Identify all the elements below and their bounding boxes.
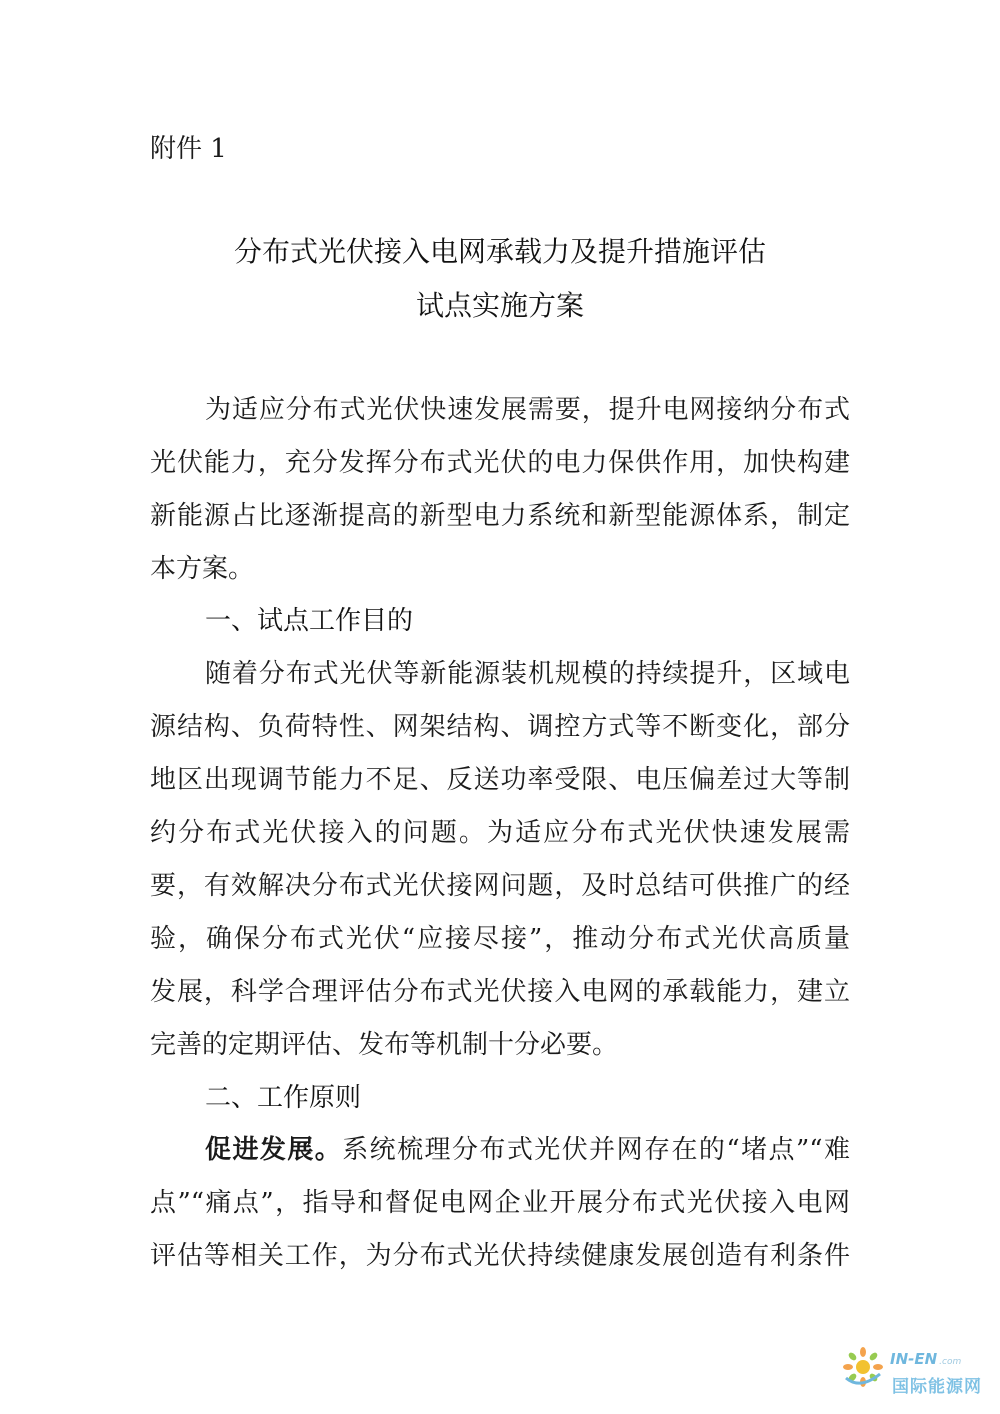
- principle-title: 促进发展。: [205, 1135, 343, 1165]
- sun-flower-icon: [840, 1344, 886, 1390]
- paragraph-line: 随着分布式光伏等新能源装机规模的持续提升，区域电: [205, 659, 850, 689]
- paragraph-line: 发展，科学合理评估分布式光伏接入电网的承载能力，建立: [150, 977, 850, 1007]
- attachment-label: 附件 1: [150, 134, 227, 164]
- paragraph-line: 点”“痛点”，指导和督促电网企业开展分布式光伏接入电网: [150, 1188, 850, 1218]
- document-title-line2: 试点实施方案: [415, 289, 584, 322]
- paragraph-line: 源结构、负荷特性、网架结构、调控方式等不断变化，部分: [150, 712, 850, 742]
- intro-line: 本方案。: [150, 554, 255, 584]
- paragraph-line: 地区出现调节能力不足、反送功率受限、电压偏差过大等制: [150, 765, 850, 795]
- intro-line: 为适应分布式光伏快速发展需要，提升电网接纳分布式: [205, 395, 850, 425]
- document-title-line1: 分布式光伏接入电网承载力及提升措施评估: [233, 235, 766, 268]
- paragraph-line: 验，确保分布式光伏“应接尽接”，推动分布式光伏高质量: [150, 924, 850, 954]
- paragraph-line: [205, 1133, 850, 1167]
- watermark-name: 国际能源网: [892, 1377, 982, 1397]
- section-heading-2: 二、工作原则: [205, 1083, 362, 1113]
- intro-line: 光伏能力，充分发挥分布式光伏的电力保供作用，加快构建: [150, 448, 850, 478]
- paragraph-line: 评估等相关工作，为分布式光伏持续健康发展创造有利条件: [150, 1241, 850, 1271]
- section-heading-1: 一、试点工作目的: [205, 606, 414, 636]
- paragraph-line: 要，有效解决分布式光伏接网问题，及时总结可供推广的经: [150, 871, 850, 901]
- paragraph-line: 约分布式光伏接入的问题。为适应分布式光伏快速发展需: [150, 818, 850, 848]
- paragraph-line: 完善的定期评估、发布等机制十分必要。: [150, 1030, 619, 1060]
- principle-text: 系统梳理分布式光伏并网存在的“堵点”“难: [342, 1135, 850, 1165]
- intro-line: 新能源占比逐渐提高的新型电力系统和新型能源体系，制定: [150, 501, 850, 531]
- watermark: [838, 1336, 988, 1406]
- watermark-brand: IN-EN .com: [890, 1350, 962, 1368]
